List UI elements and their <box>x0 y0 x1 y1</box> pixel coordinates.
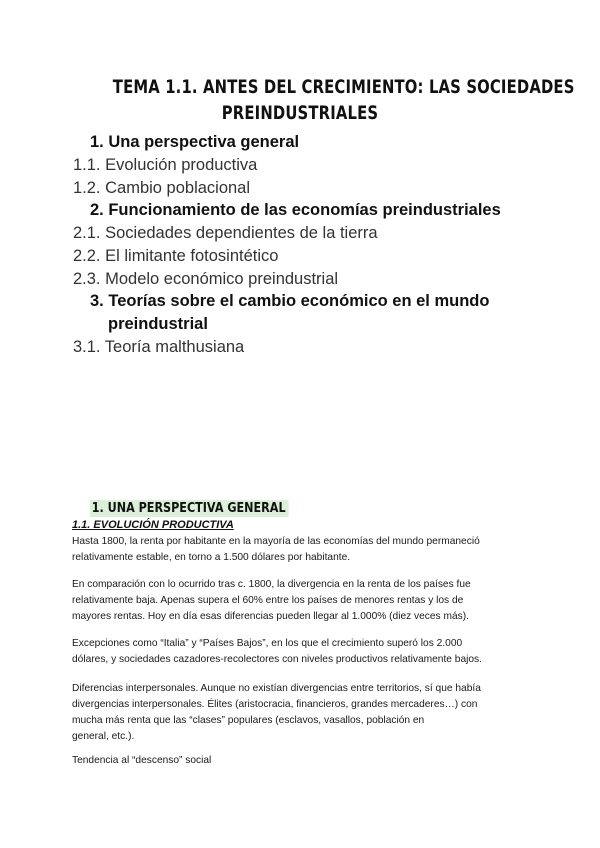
toc-heading-2: 2. Funcionamiento de las economías preindustriales <box>90 201 501 219</box>
section-heading <box>90 501 289 516</box>
title-line-2: PREINDUSTRIALES <box>221 102 379 124</box>
paragraph-line: relativamente estable, en torno a 1.500 dólares por habitante. <box>72 552 351 563</box>
document-title <box>112 74 575 126</box>
paragraph-line: Tendencia al “descenso” social <box>72 755 212 766</box>
paragraph-line: dólares, y sociedades cazadores-recolectores con niveles productivos relativamente bajos. <box>72 654 482 665</box>
toc-item-3-1: 3.1. Teoría malthusiana <box>73 338 245 356</box>
toc-item-2-2: 2.2. El limitante fotosintético <box>73 247 279 265</box>
toc-heading-3: 3. Teorías sobre el cambio económico en el mundo <box>90 292 490 310</box>
paragraph-3 <box>72 636 542 668</box>
paragraph-line: En comparación con lo ocurrido tras c. 1800, la divergencia en la renta de los países fue <box>72 579 471 590</box>
paragraph-line: Hasta 1800, la renta por habitante en la mayoría de las economías del mundo permaneció <box>72 536 480 547</box>
toc-heading-1: 1. Una perspectiva general <box>90 133 300 151</box>
toc-item-2-1: 2.1. Sociedades dependientes de la tierra <box>73 224 378 242</box>
subsection-heading: 1.1. EVOLUCIÓN PRODUCTIVA <box>72 519 234 531</box>
toc-item-1-2: 1.2. Cambio poblacional <box>73 179 251 197</box>
title-line-1: TEMA 1.1. ANTES DEL CRECIMIENTO: LAS SOCIEDADES <box>112 76 575 98</box>
paragraph-line: general, etc.). <box>72 731 135 742</box>
paragraph-line: mayores rentas. Hoy en día esas diferencias pueden llegar al 1.000% (diez veces más). <box>72 611 469 622</box>
paragraph-line: relativamente baja. Apenas supera el 60% entre los países de menores rentas y los de <box>72 595 464 606</box>
section-heading-text: 1. UNA PERSPECTIVA GENERAL <box>90 500 289 517</box>
paragraph-5 <box>72 753 542 769</box>
paragraph-2 <box>72 577 542 625</box>
paragraph-line: Excepciones como “Italia” y “Países Bajos”, en los que el crecimiento superó los 2.000 <box>72 638 463 649</box>
toc-item-1-1: 1.1. Evolución productiva <box>73 156 258 174</box>
paragraph-line: divergencias interpersonales. Élites (aristocracia, financieros, grandes mercaderes…) con <box>72 699 478 710</box>
paragraph-1 <box>72 534 542 566</box>
paragraph-4 <box>72 681 542 745</box>
paragraph-line: Diferencias interpersonales. Aunque no existían divergencias entre territorios, sí que había <box>72 683 481 694</box>
toc-heading-3-continued: preindustrial <box>108 315 208 333</box>
toc-item-2-3: 2.3. Modelo económico preindustrial <box>73 270 339 288</box>
paragraph-line: mucha más renta que las “clases” populares (esclavos, vasallos, población en <box>72 715 425 726</box>
